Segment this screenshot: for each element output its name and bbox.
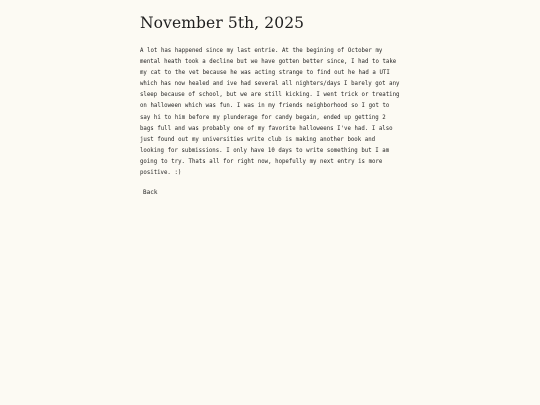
journal-entry	[140, 14, 402, 198]
entry-body: A lot has happened since my last entrie. At the begining of October my mental heath took a decline but we have gotten better since, I had to take my cat to the vet because he was acting strange to find out he had a UTI which has now healed and ive had several all nighters/days I barely got any sleep because of school, but we are still kicking. I went trick or treating on halloween which was fun. I was in my friends neighborhood so I got to say hi to him before my plunderage for candy begain, ended up getting 2 bags full and was probably one of my favorite halloweens I've had. I also just found out my universities write club is making another book and looking for submissions. I only have 10 days to write something but I am going to try. Thats all for right now, hopefully my next entry is more positive. :)	[140, 48, 400, 177]
back-link[interactable]: Back	[143, 189, 158, 197]
entry-title: November 5th, 2025	[140, 14, 305, 32]
